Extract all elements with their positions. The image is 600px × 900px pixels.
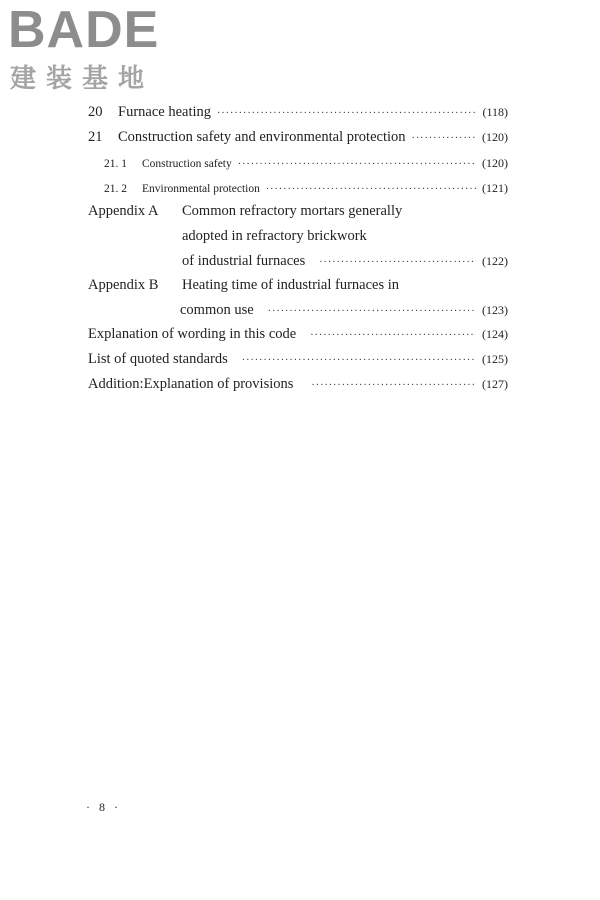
appendix-a-title-line2[interactable]: adopted in refractory brickwork (182, 228, 367, 244)
toc-entry-title: Explanation of wording in this code (88, 326, 297, 342)
toc-entry-page: (120) (482, 156, 508, 170)
toc-entry-page: (122) (482, 254, 508, 268)
toc-entry-21-2[interactable] (104, 181, 508, 196)
toc-entry-explanation-of-provisions[interactable] (88, 376, 508, 393)
appendix-a-label[interactable]: Appendix A (88, 203, 159, 219)
toc-entry-21[interactable] (88, 129, 508, 146)
leader-dots (266, 185, 476, 195)
appendix-a-last-line[interactable] (182, 253, 508, 270)
leader-dots (217, 109, 476, 119)
toc-entry-title: Furnace heating (118, 104, 212, 120)
toc-entry-title: Construction safety and environmental protection (118, 129, 406, 145)
leader-dots (242, 356, 476, 366)
logo-latin-text: BADE (8, 1, 160, 59)
leader-dots (268, 307, 476, 317)
toc-entry-page: (120) (482, 130, 508, 144)
toc-entry-page: (127) (482, 377, 508, 391)
toc-entry-number: 21 (88, 129, 103, 145)
toc-entry-21-1[interactable] (104, 156, 508, 171)
appendix-b-last-line[interactable] (180, 302, 508, 319)
toc-entry-number: 21. 2 (104, 183, 127, 195)
appendix-b-label[interactable]: Appendix B (88, 277, 159, 293)
page-number: · 8 · (86, 800, 121, 814)
leader-dots (311, 381, 476, 391)
leader-dots (310, 331, 476, 341)
toc-entry-page: (125) (482, 352, 508, 366)
toc-entry-number: 20 (88, 104, 103, 120)
leader-dots (319, 258, 476, 268)
toc-entry-page: (123) (482, 303, 508, 317)
toc-entry-quoted-standards[interactable] (88, 351, 508, 368)
toc-entry-title: Construction safety (142, 158, 232, 170)
toc-entry-title: Addition:Explanation of provisions (88, 376, 294, 392)
toc-entry-page: (118) (482, 105, 508, 119)
toc-entry-title: Environmental protection (142, 183, 260, 195)
toc-entry-title: of industrial furnaces (182, 253, 306, 269)
toc-entry-title: List of quoted standards (88, 351, 228, 367)
toc-entry-explanation-of-wording[interactable] (88, 326, 508, 343)
leader-dots (412, 134, 476, 144)
toc-entry-title: common use (180, 302, 254, 318)
toc-entry-page: (124) (482, 327, 508, 341)
appendix-b-title-line1[interactable]: Heating time of industrial furnaces in (182, 277, 400, 293)
leader-dots (238, 160, 476, 170)
toc-entry-number: 21. 1 (104, 158, 127, 170)
appendix-a-title-line1[interactable]: Common refractory mortars generally (182, 203, 403, 219)
logo-chinese-text: 建装基地 (10, 64, 155, 94)
toc-entry-page: (121) (482, 181, 508, 195)
toc-entry-20[interactable] (88, 104, 508, 121)
